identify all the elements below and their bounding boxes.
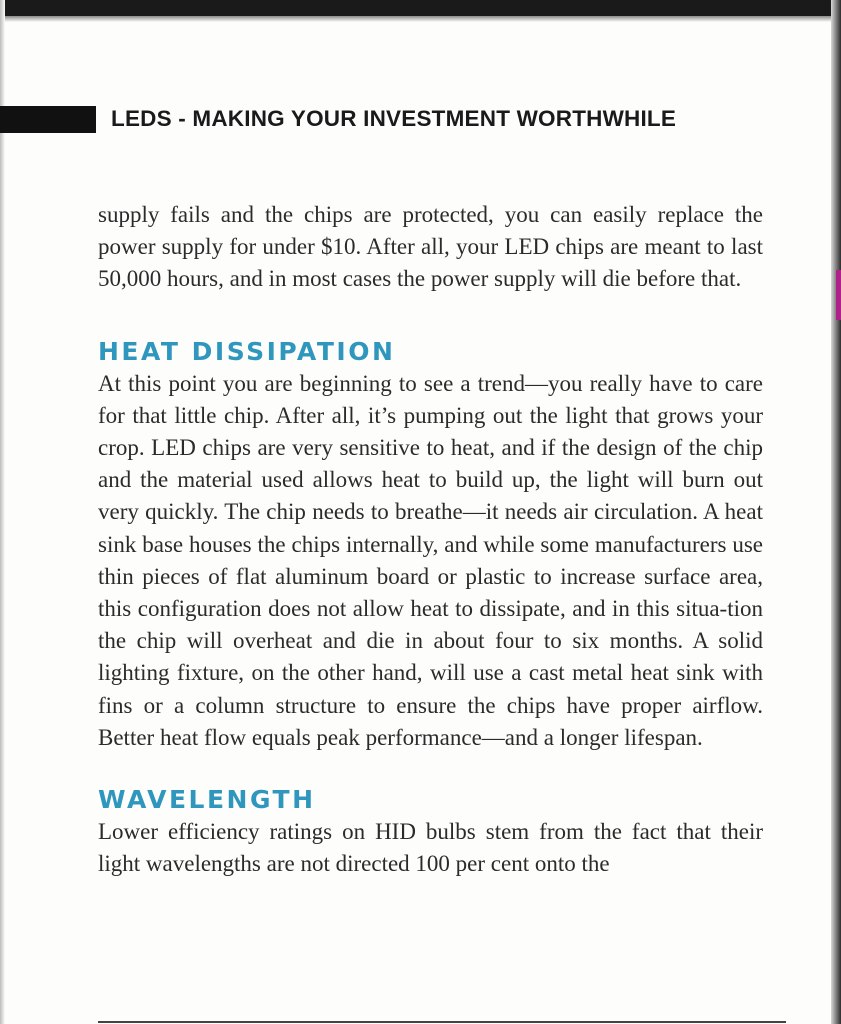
intro-paragraph: supply fails and the chips are protected, you can easily replace the power supply for under $10. After all, your LED chips are meant to last 50,000 hours, and in most cases the power supply will die before that.: [98, 202, 763, 292]
page-left-edge: [0, 0, 5, 1024]
page-right-edge: [831, 0, 841, 1024]
article-body: [98, 199, 763, 880]
page-top-edge: [0, 0, 841, 16]
page-edge-accent: [836, 270, 841, 320]
wavelength-heading: WAVELENGTH: [98, 785, 316, 815]
header-title: LEDS - MAKING YOUR INVESTMENT WORTHWHILE: [111, 106, 677, 131]
header-black-bar: [0, 106, 96, 133]
bottom-rule: [98, 1021, 786, 1023]
running-header: [0, 104, 831, 134]
heat-dissipation-paragraph: At this point you are beginning to see a trend—you really have to care for that little chip. After all, it’s pumping out the light that grows your crop. LED chips are very sensitive to heat, and if the design of the chip and the material used allows heat to build up, the light will burn out very quickly. The chip needs to breathe—it needs air circulation. A heat sink base houses the chips internally, and while some manufacturers use thin pieces of flat aluminum board or plastic to increase surface area, this configuration does not allow heat to dissipate, and in this situa-tion the chip will overheat and die in about four to six months. A solid lighting fixture, on the other hand, will use a cast metal heat sink with fins or a column structure to ensure the chips have proper airflow. Better heat flow equals peak performance—and a longer lifespan.: [98, 370, 763, 750]
wavelength-paragraph: Lower efficiency ratings on HID bulbs stem from the fact that their light wavelengths are not directed 100 per cent onto the: [98, 819, 763, 877]
page-top-shadow: [0, 16, 841, 22]
heat-dissipation-heading: HEAT DISSIPATION: [98, 336, 396, 366]
